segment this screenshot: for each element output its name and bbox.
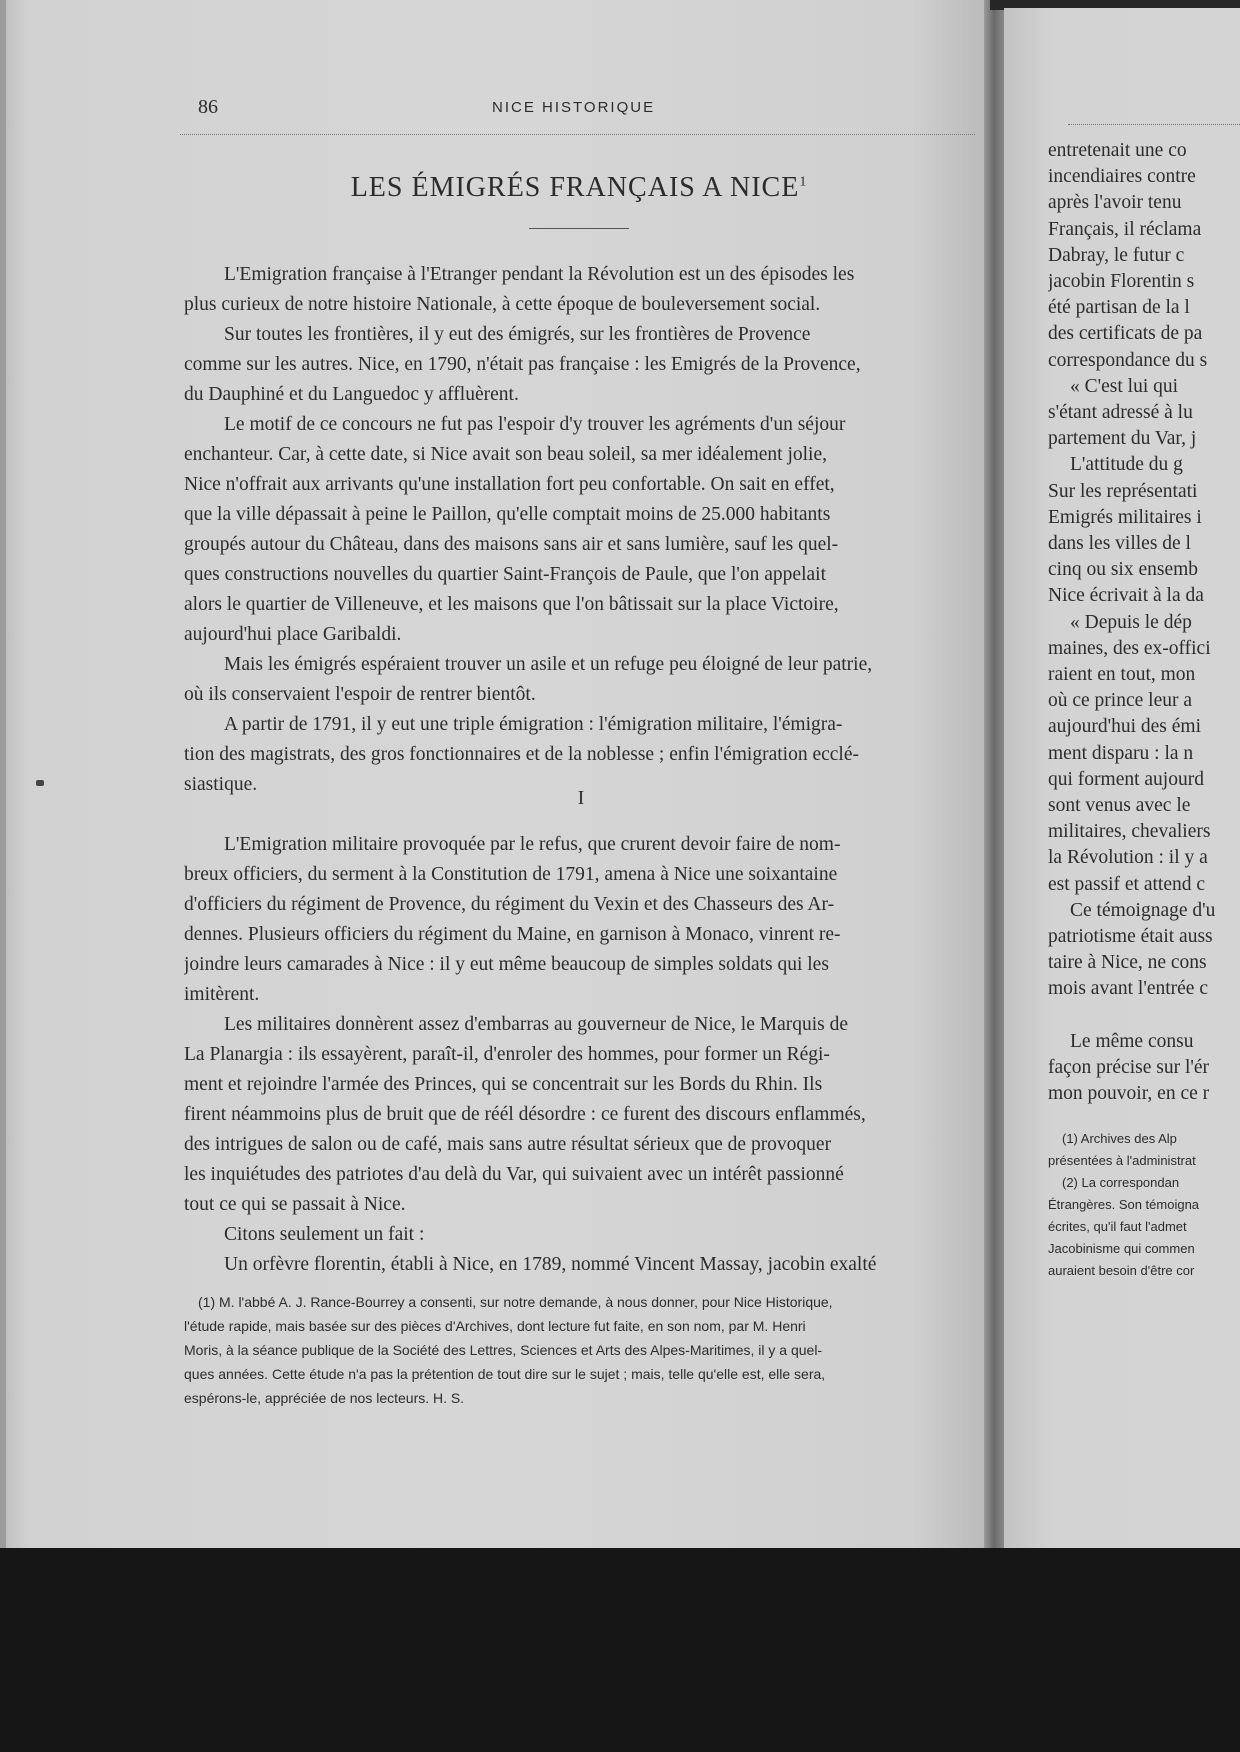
page-edge: [0, 0, 6, 1548]
text-line: alors le quartier de Villeneuve, et les maisons que l'on bâtissait sur la place Victoire,: [184, 594, 839, 615]
book-gutter: [984, 0, 1006, 1548]
text-line: ques constructions nouvelles du quartier Saint-François de Paule, que l'on appelait: [184, 564, 826, 585]
right-text-line: mois avant l'entrée c: [1048, 978, 1208, 1000]
right-text-line: été partisan de la l: [1048, 297, 1190, 319]
right-text-line: après l'avoir tenu: [1048, 192, 1182, 214]
running-head: [184, 96, 974, 124]
page-number: 86: [198, 96, 218, 118]
right-text-line: patriotisme était auss: [1048, 926, 1213, 947]
right-text-line: ment disparu : la n: [1048, 742, 1194, 764]
right-footnote-line: présentées à l'administrat: [1048, 1153, 1196, 1168]
scan-border-bottom: [0, 1548, 1240, 1752]
footnote-line: (1) M. l'abbé A. J. Rance-Bourrey a consenti, sur notre demande, à nous donner, pour Nice Historique,: [198, 1294, 833, 1310]
text-line: comme sur les autres. Nice, en 1790, n'était pas française : les Emigrés de la Provence,: [184, 354, 861, 375]
right-text-line: qui forment aujourd: [1048, 768, 1204, 790]
right-page: [1004, 8, 1240, 1548]
right-footnote-line: Étrangères. Son témoigna: [1048, 1197, 1200, 1212]
text-line: plus curieux de notre histoire Nationale, à cette époque de bouleversement social.: [184, 294, 821, 315]
right-text-line: Dabray, le futur c: [1048, 244, 1185, 266]
footnote-line: espérons-le, appréciée de nos lecteurs. H. S.: [184, 1390, 465, 1406]
right-text-line: incendiaires contre: [1048, 166, 1196, 188]
right-text-line: raient en tout, mon: [1048, 664, 1196, 685]
article-title-text: LES ÉMIGRÉS FRANÇAIS A NICE: [350, 172, 800, 203]
right-text-line: cinq ou six ensemb: [1048, 559, 1199, 581]
article-title: [184, 172, 974, 204]
text-line: firent néammoins plus de bruit que de réél désordre : ce furent des discours enflammés,: [184, 1104, 866, 1125]
right-text-line: Français, il réclama: [1048, 218, 1202, 240]
text-line: aujourd'hui place Garibaldi.: [184, 624, 402, 645]
text-line: joindre leurs camarades à Nice : il y eut même beaucoup de simples soldats qui les: [184, 954, 829, 975]
text-line: enchanteur. Car, à cette date, si Nice avait son beau soleil, sa mer idéalement jolie,: [184, 444, 828, 465]
text-line: que la ville dépassait à peine le Paillon, qu'elle comptait moins de 25.000 habitants: [184, 504, 831, 525]
text-line: A partir de 1791, il y eut une triple émigration : l'émigration militaire, l'émigra-: [224, 714, 843, 735]
right-text-line: est passif et attend c: [1048, 873, 1206, 895]
right-text-line: Emigrés militaires i: [1048, 506, 1202, 528]
text-line: Mais les émigrés espéraient trouver un asile et un refuge peu éloigné de leur patrie,: [224, 654, 873, 675]
right-text-line: jacobin Florentin s: [1048, 271, 1195, 292]
right-text-line: Ce témoignage d'u: [1070, 899, 1216, 921]
text-line: les inquiétudes des patriotes d'au delà du Var, qui suivaient avec un intérêt passionné: [184, 1164, 844, 1185]
text-line: ment et rejoindre l'armée des Princes, qui se concentrait sur les Bords du Rhin. Ils: [184, 1074, 823, 1095]
right-text-line: L'attitude du g: [1070, 454, 1183, 476]
right-text-line: où ce prince leur a: [1048, 690, 1193, 712]
right-text-line: Le même consu: [1070, 1030, 1194, 1052]
right-text-line: taire à Nice, ne cons: [1048, 952, 1207, 974]
text-line: d'officiers du régiment de Provence, du régiment du Vexin et des Chasseurs des Ar-: [184, 894, 835, 915]
right-header-rule: [1068, 124, 1240, 125]
right-footnote-line: (2) La correspondan: [1062, 1175, 1180, 1190]
text-line: La Planargia : ils essayèrent, paraît-il, d'enroler des hommes, pour former un Régi-: [184, 1044, 830, 1065]
right-footnote-line: (1) Archives des Alp: [1062, 1131, 1177, 1146]
journal-title: NICE HISTORIQUE: [492, 99, 656, 116]
right-text-line: correspondance du s: [1048, 349, 1208, 371]
right-text-line: entretenait une co: [1048, 140, 1187, 161]
right-footnote-line: Jacobinisme qui commen: [1048, 1241, 1195, 1256]
text-line: où ils conservaient l'espoir de rentrer bientôt.: [184, 684, 536, 705]
section-number: I: [577, 788, 585, 809]
footnote-line: ques années. Cette étude n'a pas la prétention de tout dire sur le sujet ; mais, telle qu'elle est, elle sera,: [184, 1366, 826, 1382]
text-line: dennes. Plusieurs officiers du régiment du Maine, en garnison à Monaco, vinrent re-: [184, 924, 841, 945]
text-line: L'Emigration militaire provoquée par le refus, que crurent devoir faire de nom-: [224, 834, 841, 855]
text-line: Nice n'offrait aux arrivants qu'une installation fort peu confortable. On sait en effet,: [184, 474, 835, 495]
right-footnote-line: auraient besoin d'être cor: [1048, 1263, 1195, 1278]
text-line: Sur toutes les frontières, il y eut des émigrés, sur les frontières de Provence: [224, 324, 811, 345]
right-text-line: Nice écrivait à la da: [1048, 585, 1204, 607]
text-line: Les militaires donnèrent assez d'embarras au gouverneur de Nice, le Marquis de: [224, 1014, 849, 1035]
right-text-line: des certificats de pa: [1048, 323, 1203, 345]
footnote-line: Moris, à la séance publique de la Société des Lettres, Sciences et Arts des Alpes-Maritimes, il y a quel-: [184, 1342, 823, 1358]
text-line: des intrigues de salon ou de café, mais sans autre résultat sérieux que de provoquer: [184, 1134, 832, 1155]
text-line: breux officiers, du serment à la Constitution de 1791, amena à Nice une soixantaine: [184, 864, 838, 885]
footnote-line: l'étude rapide, mais basée sur des pièces d'Archives, dont lecture fut faite, en son nom, par M. Henri: [184, 1318, 806, 1334]
text-line: du Dauphiné et du Languedoc y affluèrent.: [184, 384, 519, 405]
right-text-line: « Depuis le dép: [1070, 611, 1192, 633]
right-text-line: sont venus avec le: [1048, 795, 1191, 816]
right-text-line: maines, des ex-offici: [1048, 637, 1211, 659]
right-text-line: mon pouvoir, en ce r: [1048, 1083, 1210, 1105]
header-rule: [180, 134, 975, 135]
right-footnote-line: écrites, qu'il faut l'admet: [1048, 1219, 1187, 1234]
right-text-line: militaires, chevaliers: [1048, 821, 1211, 843]
right-text-line: aujourd'hui des émi: [1048, 716, 1201, 738]
right-text-line: partement du Var, j: [1048, 428, 1197, 450]
right-text-line: « C'est lui qui: [1070, 375, 1179, 397]
text-line: Le motif de ce concours ne fut pas l'espoir d'y trouver les agréments d'un séjour: [224, 414, 846, 435]
text-line: groupés autour du Château, dans des maisons sans air et sans lumière, sauf les quel-: [184, 534, 839, 555]
text-line: tout ce qui se passait à Nice.: [184, 1194, 406, 1215]
text-line: tion des magistrats, des gros fonctionnaires et de la noblesse ; enfin l'émigration ecclé-: [184, 744, 859, 765]
title-rule: [529, 228, 629, 229]
text-line: imitèrent.: [184, 984, 260, 1005]
text-line: siastique.: [184, 774, 258, 795]
text-line: Citons seulement un fait :: [224, 1224, 425, 1245]
right-text-line: Sur les représentati: [1048, 480, 1198, 502]
right-text-line: la Révolution : il y a: [1048, 847, 1208, 869]
right-text-line: façon précise sur l'ér: [1048, 1057, 1210, 1078]
right-text-line: dans les villes de l: [1048, 533, 1191, 554]
text-line: Un orfèvre florentin, établi à Nice, en 1789, nommé Vincent Massay, jacobin exalté: [224, 1254, 877, 1275]
title-footnote-mark: 1: [799, 174, 808, 190]
right-text-line: s'étant adressé à lu: [1048, 402, 1193, 423]
margin-mark: [36, 780, 44, 786]
text-line: L'Emigration française à l'Etranger pendant la Révolution est un des épisodes les: [224, 264, 855, 285]
